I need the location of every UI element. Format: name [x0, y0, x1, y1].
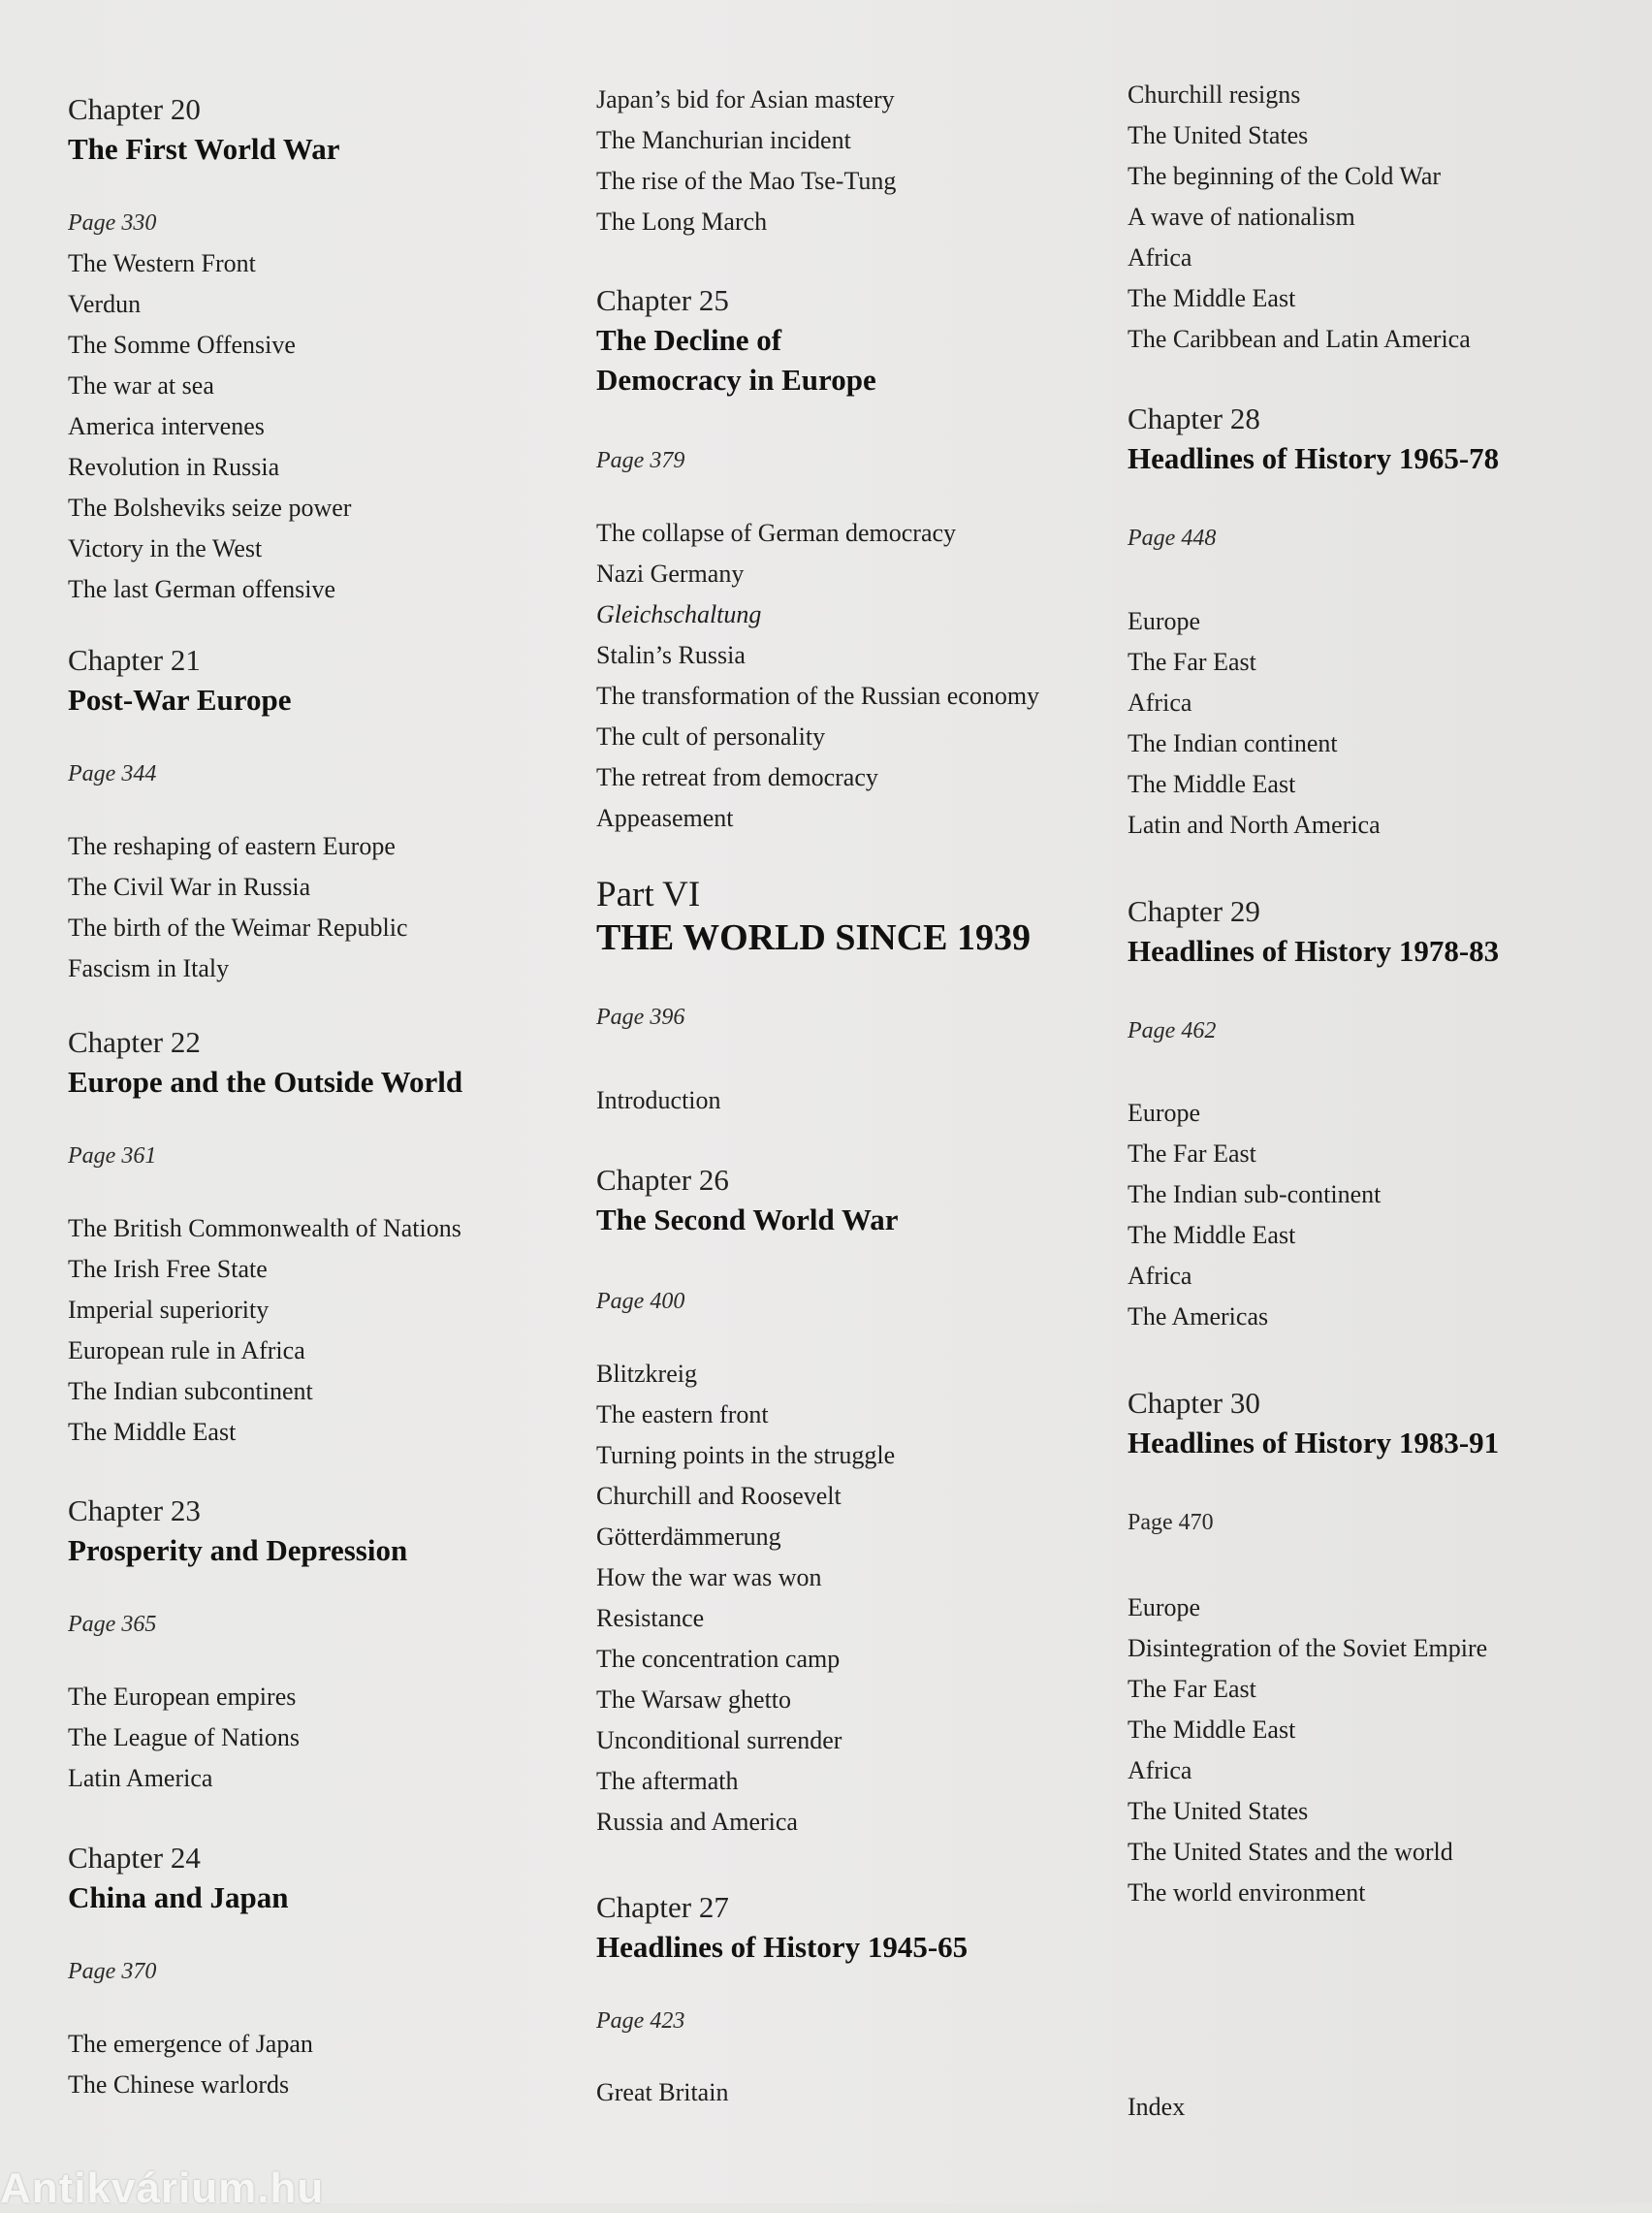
section-item: The Irish Free State — [68, 1255, 268, 1283]
section-item: The United States — [1128, 121, 1309, 149]
chapter-page-number: Page 379 — [596, 448, 685, 473]
chapter-section-list — [68, 243, 351, 610]
section-item: The transformation of the Russian economy — [596, 682, 1040, 710]
chapter-26 — [596, 1161, 1100, 1836]
section-item: Great Britain — [596, 2078, 729, 2106]
section-item: Unconditional surrender — [596, 1726, 842, 1754]
section-item: Fascism in Italy — [68, 954, 230, 982]
section-item: Africa — [1128, 689, 1192, 717]
section-item: The Middle East — [1128, 1221, 1296, 1249]
section-item: The Indian continent — [1128, 729, 1338, 757]
chapter-label: Chapter 22 — [68, 1025, 201, 1059]
section-item: Verdun — [68, 290, 142, 318]
section-item: The reshaping of eastern Europe — [68, 832, 396, 860]
section-item: Nazi Germany — [596, 560, 745, 588]
section-item: Revolution in Russia — [68, 453, 280, 481]
section-item: Gleichschaltung — [596, 600, 762, 628]
part-label: Part VI — [596, 875, 701, 914]
chapter-section-list — [596, 513, 1039, 839]
section-item: The Warsaw ghetto — [596, 1685, 792, 1714]
section-item: The Middle East — [68, 1418, 237, 1446]
section-item: The collapse of German democracy — [596, 519, 957, 547]
section-item: Russia and America — [596, 1808, 798, 1836]
chapter-label: Chapter 27 — [596, 1890, 729, 1924]
section-item: The Bolsheviks seize power — [68, 494, 352, 522]
chapter-title: The First World War — [68, 132, 340, 166]
section-item: The beginning of the Cold War — [1128, 162, 1442, 190]
chapter-label: Chapter 24 — [68, 1841, 201, 1875]
section-item: The aftermath — [596, 1767, 739, 1795]
section-item: The United States and the world — [1128, 1838, 1453, 1866]
section-item: The retreat from democracy — [596, 763, 878, 791]
chapter-23 — [68, 1491, 572, 1792]
part-6 — [596, 874, 1100, 1114]
chapter-page-number: Page 361 — [68, 1143, 157, 1169]
section-item: The concentration camp — [596, 1645, 841, 1673]
section-item: Europe — [1128, 607, 1201, 635]
section-item: The Middle East — [1128, 1716, 1296, 1744]
chapter-section-list — [68, 2024, 313, 2105]
chapter-page-number: Page 330 — [68, 210, 157, 236]
section-item: The British Commonwealth of Nations — [68, 1214, 461, 1242]
section-item: Victory in the West — [68, 534, 263, 562]
section-item: The Western Front — [68, 249, 256, 277]
chapter-label: Chapter 26 — [596, 1163, 729, 1197]
section-item: America intervenes — [68, 412, 265, 440]
section-item: The Far East — [1128, 1139, 1256, 1168]
section-item: The eastern front — [596, 1400, 769, 1428]
section-item: Latin and North America — [1128, 811, 1381, 839]
chapter-20 — [68, 90, 572, 603]
chapter-section-list — [68, 1677, 300, 1799]
section-item: The emergence of Japan — [68, 2030, 313, 2058]
section-item: The cult of personality — [596, 722, 826, 751]
chapter-21 — [68, 641, 572, 982]
chapter-title: Europe and the Outside World — [68, 1065, 463, 1099]
section-item: The birth of the Weimar Republic — [68, 914, 408, 942]
section-item: The Long March — [596, 208, 768, 236]
section-item: Latin America — [68, 1764, 213, 1792]
section-item: The world environment — [1128, 1878, 1366, 1907]
part-page-number: Page 396 — [596, 1005, 685, 1030]
section-item: The Far East — [1128, 1675, 1256, 1703]
chapter-section-list — [596, 1354, 895, 1843]
part-title: THE WORLD SINCE 1939 — [596, 917, 1032, 958]
continued-section-list — [596, 80, 896, 242]
section-item: The Chinese warlords — [68, 2070, 290, 2099]
chapter-label: Chapter 30 — [1128, 1386, 1260, 1420]
index-entry — [1128, 2087, 1185, 2128]
section-item: Japan’s bid for Asian mastery — [596, 85, 895, 113]
section-item: The Far East — [1128, 648, 1256, 676]
section-item: The Middle East — [1128, 770, 1296, 798]
section-item: The Middle East — [1128, 284, 1296, 312]
chapter-section-list — [68, 826, 408, 989]
chapter-section-list — [1128, 1588, 1487, 1913]
chapter-label: Chapter 25 — [596, 283, 729, 317]
chapter-27 — [596, 1888, 1100, 2106]
chapter-page-number: Page 448 — [1128, 526, 1217, 551]
chapter-page-number: Page 344 — [68, 761, 157, 786]
section-item: Africa — [1128, 243, 1192, 272]
section-item: The Americas — [1128, 1302, 1269, 1331]
section-item: The European empires — [68, 1683, 297, 1711]
section-item: Africa — [1128, 1262, 1192, 1290]
chapter-label: Chapter 23 — [68, 1493, 201, 1527]
chapter-label: Chapter 28 — [1128, 401, 1260, 435]
chapter-section-list — [1128, 1093, 1381, 1337]
chapter-22 — [68, 1023, 572, 1446]
index-link: Index — [1128, 2093, 1186, 2121]
section-item: The Caribbean and Latin America — [1128, 325, 1471, 353]
chapter-page-number: Page 400 — [596, 1289, 685, 1314]
chapter-page-number: Page 462 — [1128, 1018, 1217, 1043]
section-item: The Indian subcontinent — [68, 1377, 313, 1405]
section-item: Resistance — [596, 1604, 705, 1632]
section-item: The United States — [1128, 1797, 1309, 1825]
section-item: Imperial superiority — [68, 1296, 270, 1324]
section-item: The war at sea — [68, 371, 214, 400]
part-section-list — [596, 1080, 721, 1121]
section-item: The Manchurian incident — [596, 126, 851, 154]
chapter-label: Chapter 20 — [68, 92, 201, 126]
chapter-title: Post-War Europe — [68, 683, 292, 717]
section-item: Appeasement — [596, 804, 734, 832]
chapter-label: Chapter 29 — [1128, 894, 1260, 928]
chapter-title: China and Japan — [68, 1880, 289, 1914]
section-item: The rise of the Mao Tse-Tung — [596, 167, 897, 195]
chapter-24 — [68, 1839, 572, 2099]
section-item: Stalin’s Russia — [596, 641, 746, 669]
chapter-title-line-1: The Decline of — [596, 323, 782, 357]
continued-section-list — [1128, 75, 1471, 360]
chapter-title: The Second World War — [596, 1203, 899, 1236]
section-item: Introduction — [596, 1086, 721, 1114]
section-item: Turning points in the struggle — [596, 1441, 896, 1469]
chapter-title: Headlines of History 1983-91 — [1128, 1426, 1500, 1459]
section-item: The Indian sub-continent — [1128, 1180, 1382, 1208]
section-item: Africa — [1128, 1756, 1192, 1784]
chapter-section-list — [596, 2072, 728, 2113]
chapter-28 — [1128, 400, 1632, 839]
chapter-25 — [596, 281, 1100, 832]
chapter-title: Headlines of History 1978-83 — [1128, 934, 1500, 968]
section-item: European rule in Africa — [68, 1336, 305, 1364]
section-item: Europe — [1128, 1099, 1201, 1127]
chapter-title-line-2: Democracy in Europe — [596, 363, 876, 397]
chapter-title: Headlines of History 1945-65 — [596, 1930, 969, 1964]
section-item: Europe — [1128, 1593, 1201, 1621]
section-item: The Somme Offensive — [68, 331, 296, 359]
section-item: Churchill resigns — [1128, 80, 1301, 109]
chapter-page-number: Page 365 — [68, 1612, 157, 1637]
chapter-title: Prosperity and Depression — [68, 1533, 408, 1567]
chapter-title: Headlines of History 1965-78 — [1128, 441, 1500, 475]
chapter-section-list — [1128, 601, 1381, 846]
chapter-page-number: Page 470 — [1128, 1510, 1214, 1535]
section-item: Disintegration of the Soviet Empire — [1128, 1634, 1488, 1662]
section-item: The League of Nations — [68, 1723, 300, 1751]
chapter-page-number: Page 423 — [596, 2008, 685, 2034]
chapter-30 — [1128, 1384, 1632, 1907]
chapter-label: Chapter 21 — [68, 643, 201, 677]
section-item: Churchill and Roosevelt — [596, 1482, 842, 1510]
section-item: The last German offensive — [68, 575, 336, 603]
watermark: Antikvárium.hu — [0, 2165, 325, 2212]
section-item: How the war was won — [596, 1563, 822, 1591]
chapter-section-list — [68, 1208, 461, 1453]
chapter-29 — [1128, 892, 1632, 1331]
section-item: A wave of nationalism — [1128, 203, 1355, 231]
section-item: The Civil War in Russia — [68, 873, 311, 901]
section-item: Götterdämmerung — [596, 1523, 781, 1551]
section-item: Blitzkreig — [596, 1360, 697, 1388]
chapter-page-number: Page 370 — [68, 1959, 157, 1984]
